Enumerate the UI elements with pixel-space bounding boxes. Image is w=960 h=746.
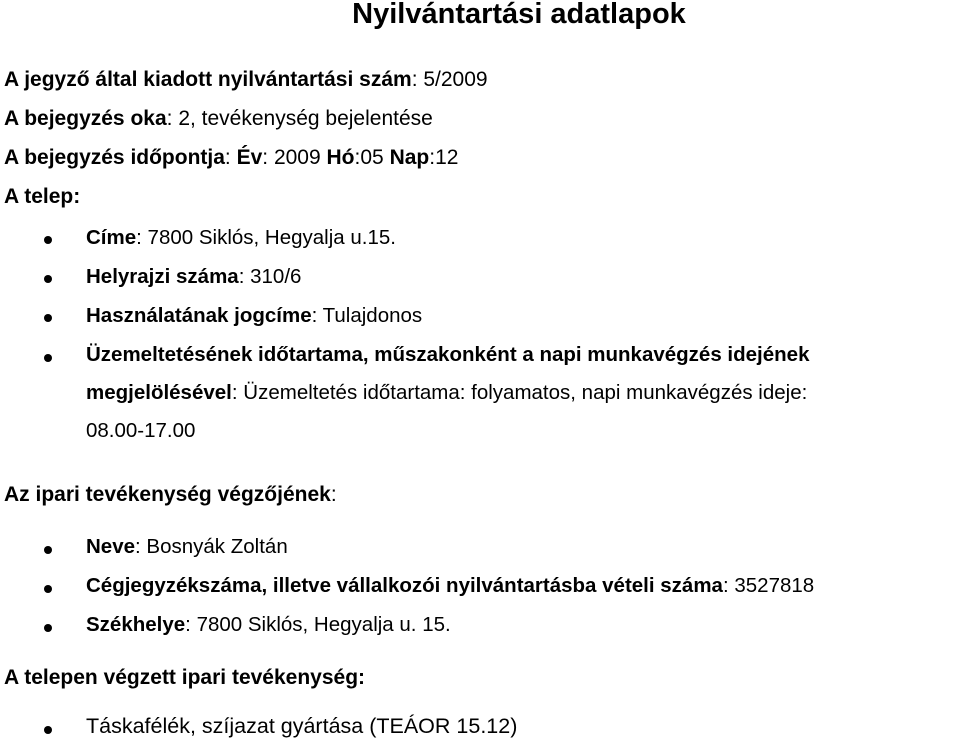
year-label: Év (236, 146, 263, 169)
bullet-icon (44, 275, 52, 283)
operation-label-second: megjelölésével (86, 381, 232, 404)
page-title: Nyilvántartási adatlapok (352, 0, 686, 30)
date-label: A bejegyzés időpontja (4, 146, 225, 169)
operator-seat-label: Székhelye (86, 613, 186, 636)
site-title-value: Tulajdonos (322, 304, 423, 327)
registration-number-line: A jegyző által kiadott nyilvántartási szám: 5/2009 (4, 68, 488, 91)
bullet-icon (44, 236, 52, 244)
operator-label: Az ipari tevékenység végzőjének (4, 483, 331, 506)
bullet-icon (44, 624, 52, 632)
operator-seat-item: Székhelye: 7800 Siklós, Hegyalja u. 15. (86, 613, 451, 636)
operation-value-second: 08.00-17.00 (86, 419, 196, 442)
operation-label-first: Üzemeltetésének időtartama, műszakonként a napi munkavégzés idejének (86, 343, 810, 366)
site-parcel-item: Helyrajzi száma: 310/6 (86, 265, 302, 288)
reason-line: A bejegyzés oka: 2, tevékenység bejelentése (4, 107, 433, 130)
bullet-icon (44, 354, 52, 362)
operator-registry-label: Cégjegyzékszáma, illetve vállalkozói nyilvántartásba vételi száma (86, 574, 723, 597)
registration-number-value: 5/2009 (423, 68, 488, 91)
site-label: A telep: (4, 185, 81, 208)
operator-seat-value: 7800 Siklós, Hegyalja u. 15. (196, 613, 451, 636)
site-title-label: Használatának jogcíme (86, 304, 312, 327)
activity-item: Táskafélék, szíjazat gyártása (TEÁOR 15.12) (86, 714, 518, 738)
operator-name-value: Bosnyák Zoltán (146, 535, 288, 558)
site-address-item: Címe: 7800 Siklós, Hegyalja u.15. (86, 226, 396, 249)
site-address-value: 7800 Siklós, Hegyalja u.15. (147, 226, 396, 249)
year-value: 2009 (273, 146, 321, 169)
site-operation-label-line1 (86, 343, 809, 367)
month-label: Hó (326, 146, 355, 169)
activity-heading (4, 666, 365, 690)
site-address-label: Címe (86, 226, 137, 249)
site-title-item: Használatának jogcíme: Tulajdonos (86, 304, 423, 327)
bullet-icon (44, 314, 52, 322)
site-heading (4, 185, 80, 209)
operation-value-first: Üzemeltetés időtartama: folyamatos, napi munkavégzés ideje: (243, 381, 808, 404)
operator-name-label: Neve (86, 535, 136, 558)
operator-heading: Az ipari tevékenység végzőjének: (4, 483, 337, 506)
site-operation-line2: megjelölésével: Üzemeltetés időtartama: folyamatos, napi munkavégzés ideje: (86, 381, 808, 404)
date-line: A bejegyzés időpontja: Év: 2009 Hó:05 Nap:12 (4, 146, 459, 169)
day-value: 12 (435, 146, 459, 169)
bullet-icon (44, 585, 52, 593)
reason-value: 2, tevékenység bejelentése (178, 107, 433, 130)
operator-registry-item: Cégjegyzékszáma, illetve vállalkozói nyilvántartásba vételi száma: 3527818 (86, 574, 815, 597)
activity-label: A telepen végzett ipari tevékenység: (4, 666, 366, 689)
site-operation-line3 (86, 419, 195, 443)
registration-number-label: A jegyző által kiadott nyilvántartási szám (4, 68, 412, 91)
month-value: 05 (360, 146, 384, 169)
site-parcel-label: Helyrajzi száma (86, 265, 239, 288)
bullet-icon (44, 726, 52, 734)
reason-label: A bejegyzés oka (4, 107, 167, 130)
day-label: Nap (389, 146, 430, 169)
operator-name-item: Neve: Bosnyák Zoltán (86, 535, 288, 558)
operator-registry-value: 3527818 (734, 574, 815, 597)
bullet-icon (44, 546, 52, 554)
site-parcel-value: 310/6 (250, 265, 302, 288)
